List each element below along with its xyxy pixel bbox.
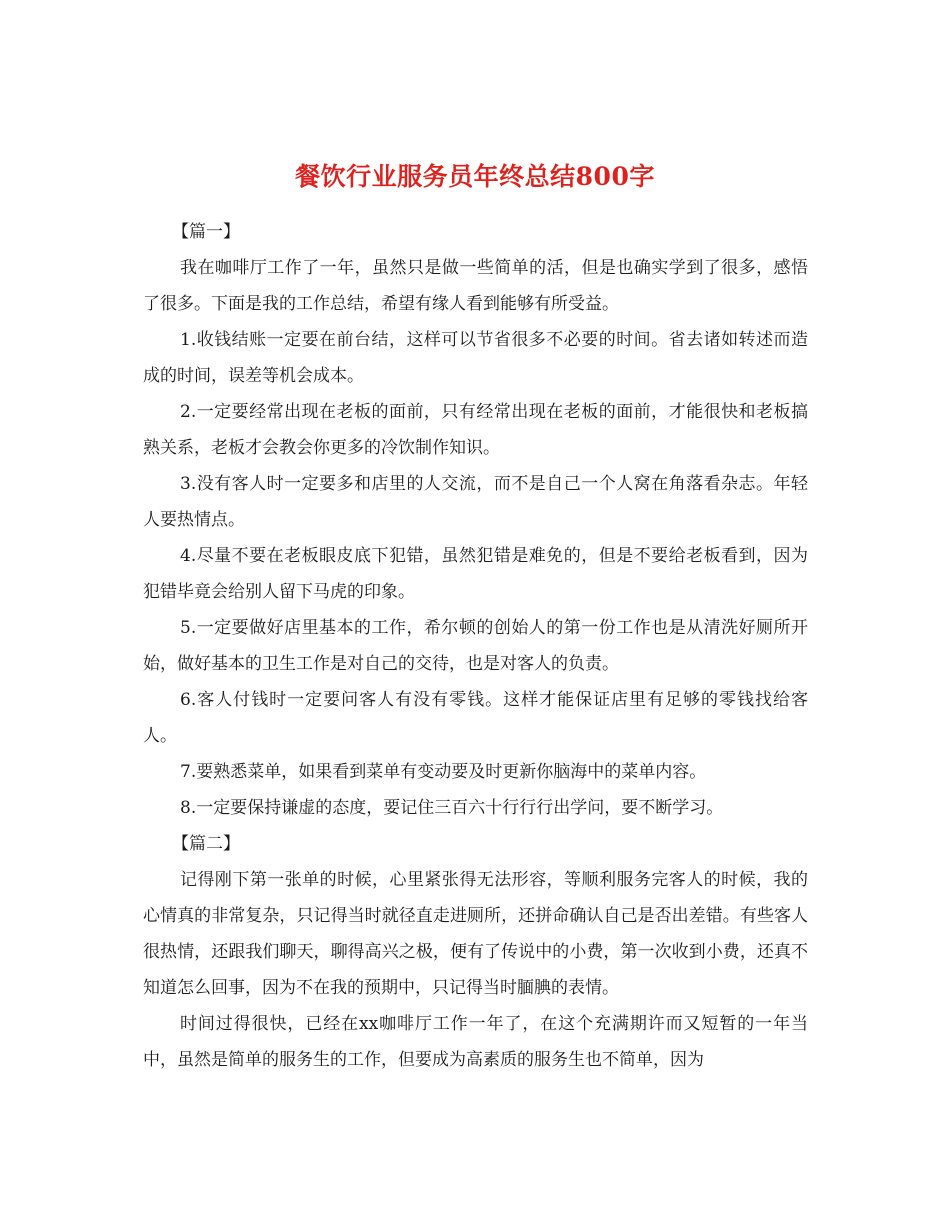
- paragraph: 时间过得很快，已经在xx咖啡厅工作一年了，在这个充满期许而又短暂的一年当中，虽然是简单的服务生的工作，但要成为高素质的服务生也不简单，因为: [143, 1014, 808, 1070]
- list-item: 6.客人付钱时一定要问客人有没有零钱。这样才能保证店里有足够的零钱找给客人。: [143, 690, 808, 746]
- list-item: 8.一定要保持谦虚的态度，要记住三百六十行行行出学问，要不断学习。: [180, 798, 724, 818]
- list-item: 2.一定要经常出现在老板的面前，只有经常出现在老板的面前，才能很快和老板搞熟关系，老板才会教会你更多的冷饮制作知识。: [143, 402, 808, 458]
- section-1: [143, 214, 808, 826]
- list-item: 3.没有客人时一定要多和店里的人交流，而不是自己一个人窝在角落看杂志。年轻人要热情点。: [143, 474, 808, 530]
- section-heading: 【篇一】: [172, 222, 240, 242]
- list-item: 1.收钱结账一定要在前台结，这样可以节省很多不必要的时间。省去诸如转述而造成的时间，误差等机会成本。: [143, 330, 808, 386]
- section-heading: 【篇二】: [172, 834, 240, 854]
- section-2: [143, 826, 808, 1078]
- list-item: 7.要熟悉菜单，如果看到菜单有变动要及时更新你脑海中的菜单内容。: [180, 762, 707, 782]
- list-item: 4.尽量不要在老板眼皮底下犯错，虽然犯错是难免的，但是不要给老板看到，因为犯错毕竟会给别人留下马虎的印象。: [143, 546, 808, 602]
- paragraph: 记得刚下第一张单的时候，心里紧张得无法形容，等顺利服务完客人的时候，我的心情真的非常复杂，只记得当时就径直走进厕所，还拼命确认自己是否出差错。有些客人很热情，还跟我们聊天，聊得高兴之极，便有了传说中的小费，第一次收到小费，还真不知道怎么回事，因为不在我的预期中，只记得当时腼腆的表情。: [143, 870, 808, 998]
- list-item: 5.一定要做好店里基本的工作，希尔顿的创始人的第一份工作也是从清洗好厕所开始，做好基本的卫生工作是对自己的交待，也是对客人的负责。: [143, 618, 808, 674]
- paragraph: 我在咖啡厅工作了一年，虽然只是做一些简单的活，但是也确实学到了很多，感悟了很多。下面是我的工作总结，希望有缘人看到能够有所受益。: [143, 258, 808, 314]
- document-title: 餐饮行业服务员年终总结800字: [295, 161, 655, 191]
- document-body: [143, 214, 808, 1078]
